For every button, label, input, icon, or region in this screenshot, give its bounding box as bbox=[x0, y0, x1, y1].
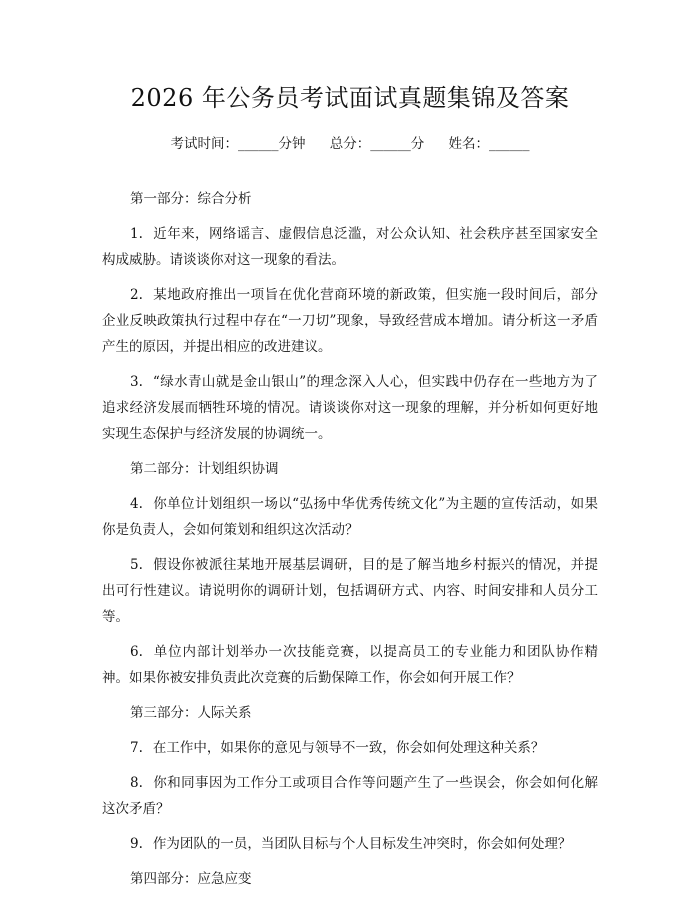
question-number: 5. bbox=[130, 557, 143, 573]
question-text: 你和同事因为工作分工或项目合作等问题产生了一些误会，你会如何化解这次矛盾？ bbox=[102, 775, 598, 817]
section-heading: 第二部分：计划组织协调 bbox=[130, 461, 279, 477]
question-number: 4. bbox=[130, 496, 143, 512]
question-text: 近年来，网络谣言、虚假信息泛滥，对公众认知、社会秩序甚至国家安全构成威胁。请谈谈你对这一现象的看法。 bbox=[102, 226, 598, 268]
question-item bbox=[102, 369, 598, 447]
question-item bbox=[102, 770, 598, 822]
question-item bbox=[102, 221, 598, 273]
total-score-label: 总分：______分 bbox=[329, 136, 425, 152]
exam-meta bbox=[102, 134, 598, 154]
question-number: 6. bbox=[130, 644, 143, 660]
question-number: 1. bbox=[130, 226, 143, 242]
section-heading: 第四部分：应急应变 bbox=[130, 871, 252, 887]
question-text: 你单位计划组织一场以“弘扬中华优秀传统文化”为主题的宣传活动，如果你是负责人，会如何策划和组织这次活动？ bbox=[102, 496, 598, 538]
document-body bbox=[102, 186, 598, 892]
question-item bbox=[102, 831, 598, 857]
question-number: 2. bbox=[130, 287, 143, 303]
question-text: 某地政府推出一项旨在优化营商环境的新政策，但实施一段时间后，部分企业反映政策执行过程中存在“一刀切”现象，导致经营成本增加。请分析这一矛盾产生的原因，并提出相应的改进建议。 bbox=[102, 287, 598, 355]
exam-time-label: 考试时间：______分钟 bbox=[170, 136, 306, 152]
question-number: 7. bbox=[130, 740, 143, 756]
section-heading: 第三部分：人际关系 bbox=[130, 705, 252, 721]
question-item bbox=[102, 552, 598, 630]
question-text: 作为团队的一员，当团队目标与个人目标发生冲突时，你会如何处理？ bbox=[152, 836, 572, 852]
question-item bbox=[102, 282, 598, 360]
document-title: 2026 年公务员考试面试真题集锦及答案 bbox=[130, 84, 570, 112]
question-text: 假设你被派往某地开展基层调研，目的是了解当地乡村振兴的情况，并提出可行性建议。请说明你的调研计划，包括调研方式、内容、时间安排和人员分工等。 bbox=[102, 557, 598, 625]
question-item bbox=[102, 735, 598, 761]
name-label: 姓名：______ bbox=[448, 136, 530, 152]
question-number: 9. bbox=[130, 836, 143, 852]
question-number: 3. bbox=[130, 374, 143, 390]
question-text: “绿水青山就是金山银山”的理念深入人心，但实践中仍存在一些地方为了追求经济发展而牺牲环境的情况。请谈谈你对这一现象的理解，并分析如何更好地实现生态保护与经济发展的协调统一。 bbox=[102, 374, 598, 442]
section-heading: 第一部分：综合分析 bbox=[130, 191, 252, 207]
question-text: 在工作中，如果你的意见与领导不一致，你会如何处理这种关系？ bbox=[152, 740, 545, 756]
question-number: 8. bbox=[130, 775, 143, 791]
question-item bbox=[102, 639, 598, 691]
question-item bbox=[102, 491, 598, 543]
question-text: 单位内部计划举办一次技能竞赛，以提高员工的专业能力和团队协作精神。如果你被安排负责此次竞赛的后勤保障工作，你会如何开展工作？ bbox=[102, 644, 598, 686]
